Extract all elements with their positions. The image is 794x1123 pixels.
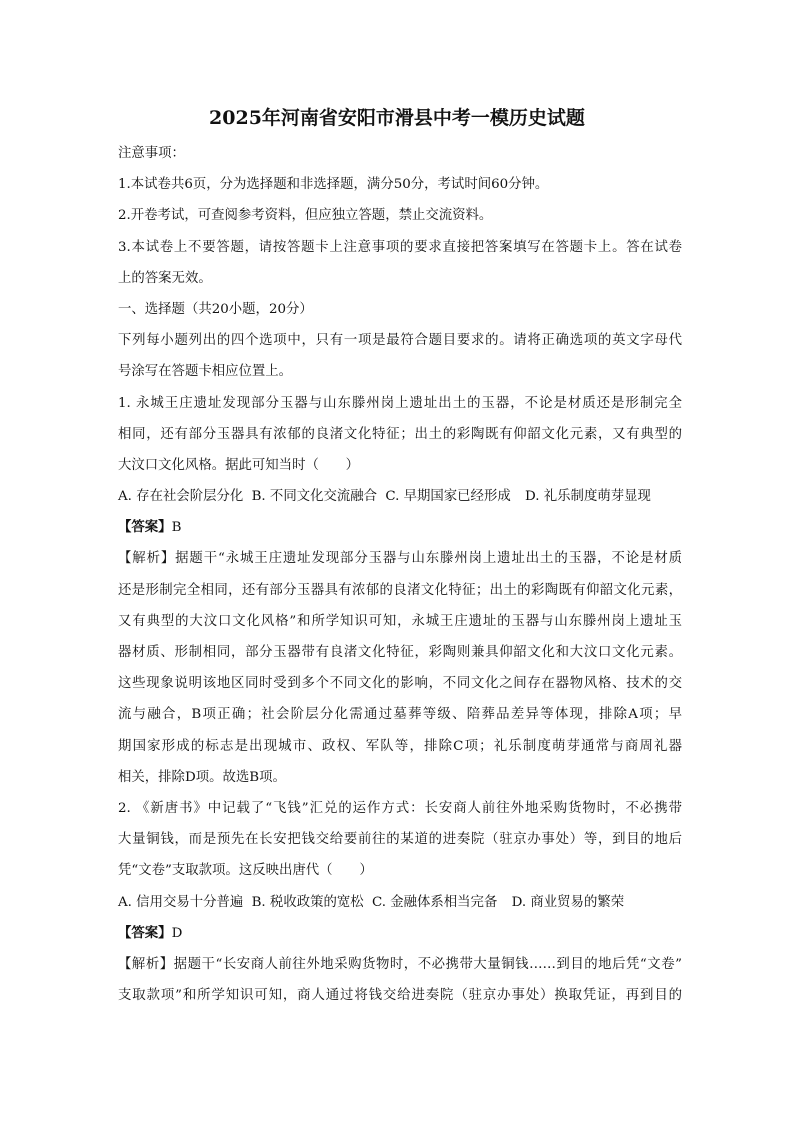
notice-line: 3.本试卷上不要答题，请按答题卡上注意事项的要求直接把答案填写在答题卡上。答在试卷: [118, 239, 682, 255]
analysis-line: 又有典型的大汶口文化风格”和所学知识可知，永城王庄遗址的玉器与山东滕州岗上遗址玉: [118, 613, 682, 629]
analysis-line: 【解析】据题干“永城王庄遗址发现部分玉器与山东滕州岗上遗址出土的玉器，不论是材质: [118, 551, 682, 567]
question-options: [118, 887, 682, 918]
question-stem-line: 大量铜钱，而是预先在长安把钱交给要前往的某道的进奏院（驻京办事处）等，到目的地后: [118, 832, 682, 848]
option-b: B. 税收政策的宽松: [251, 894, 364, 910]
notice-line: 2.开卷考试，可查阅参考资料，但应独立答题，禁止交流资料。: [118, 208, 493, 224]
analysis-line: 支取款项”和所学知识可知，商人通过将钱交给进奏院（驻京办事处）换取凭证，再到目的: [118, 988, 682, 1004]
answer-line: [118, 918, 682, 949]
option-c: C. 金融体系相当完备: [371, 894, 498, 910]
option-d: D. 商业贸易的繁荣: [511, 894, 625, 910]
answer-label: 【答案】: [118, 924, 172, 941]
analysis-line: 还是形制完全相同，还有部分玉器具有浓郁的良渚文化特征；出土的彩陶既有仰韶文化元素，: [118, 582, 682, 598]
option-c: C. 早期国家已经形成: [385, 489, 511, 505]
section-instruction-line: 号涂写在答题卡相应位置上。: [118, 364, 293, 380]
analysis-line: 器材质、形制相同，部分玉器带有良渚文化特征，彩陶则兼具仰韶文化和大汶口文化元素。: [118, 645, 682, 660]
analysis-line: 【解析】据题干“长安商人前往外地采购货物时，不必携带大量铜钱……到目的地后凭“文卷”: [118, 956, 682, 972]
option-b: B. 不同文化交流融合: [251, 489, 378, 505]
document-body: [118, 138, 682, 1011]
answer-value: B: [171, 520, 182, 536]
section-heading: 一、选择题（共20小题，20分）: [118, 301, 313, 317]
question-stem-line: 1. 永城王庄遗址发现部分玉器与山东滕州岗上遗址出土的玉器，不论是材质还是形制完全: [118, 395, 682, 411]
answer-label: 【答案】: [118, 519, 172, 536]
analysis-line: 相关，排除D项。故选B项。: [118, 769, 286, 785]
question-stem-line: 大汶口文化风格。据此可知当时（ ）: [118, 457, 360, 473]
section-instruction-line: 下列每小题列出的四个选项中，只有一项是最符合题目要求的。请将正确选项的英文字母代: [118, 333, 682, 349]
question-stem-line: 凭“文卷”支取款项。这反映出唐代（ ）: [118, 863, 373, 879]
notice-line: 上的答案无效。: [118, 270, 212, 286]
option-a: A. 信用交易十分普遍: [118, 894, 244, 910]
page-title: 2025年河南省安阳市滑县中考一模历史试题: [209, 107, 585, 129]
question-stem-line: 相同，还有部分玉器具有浓郁的良渚文化特征；出土的彩陶既有仰韶文化元素，又有典型的: [118, 426, 682, 442]
answer-value: D: [171, 925, 183, 941]
analysis-line: 期国家形成的标志是出现城市、政权、军队等，排除C项；礼乐制度萌芽通常与商周礼器: [118, 738, 682, 754]
option-d: D. 礼乐制度萌芽显现: [525, 489, 651, 505]
analysis-line: 流与融合，B项正确；社会阶层分化需通过墓葬等级、陪葬品差异等体现，排除A项；早: [118, 707, 682, 723]
notice-heading: 注意事项：: [118, 146, 185, 161]
option-a: A. 存在社会阶层分化: [118, 489, 244, 505]
answer-line: [118, 512, 682, 543]
notice-line: 1.本试卷共6页，分为选择题和非选择题，满分50分，考试时间60分钟。: [118, 177, 549, 193]
analysis-line: 这些现象说明该地区同时受到多个不同文化的影响，不同文化之间存在器物风格、技术的交: [118, 676, 682, 692]
question-stem-line: 2. 《新唐书》中记载了“飞钱”汇兑的运作方式：长安商人前往外地采购货物时，不必携带: [118, 800, 682, 816]
question-options: [118, 481, 682, 512]
